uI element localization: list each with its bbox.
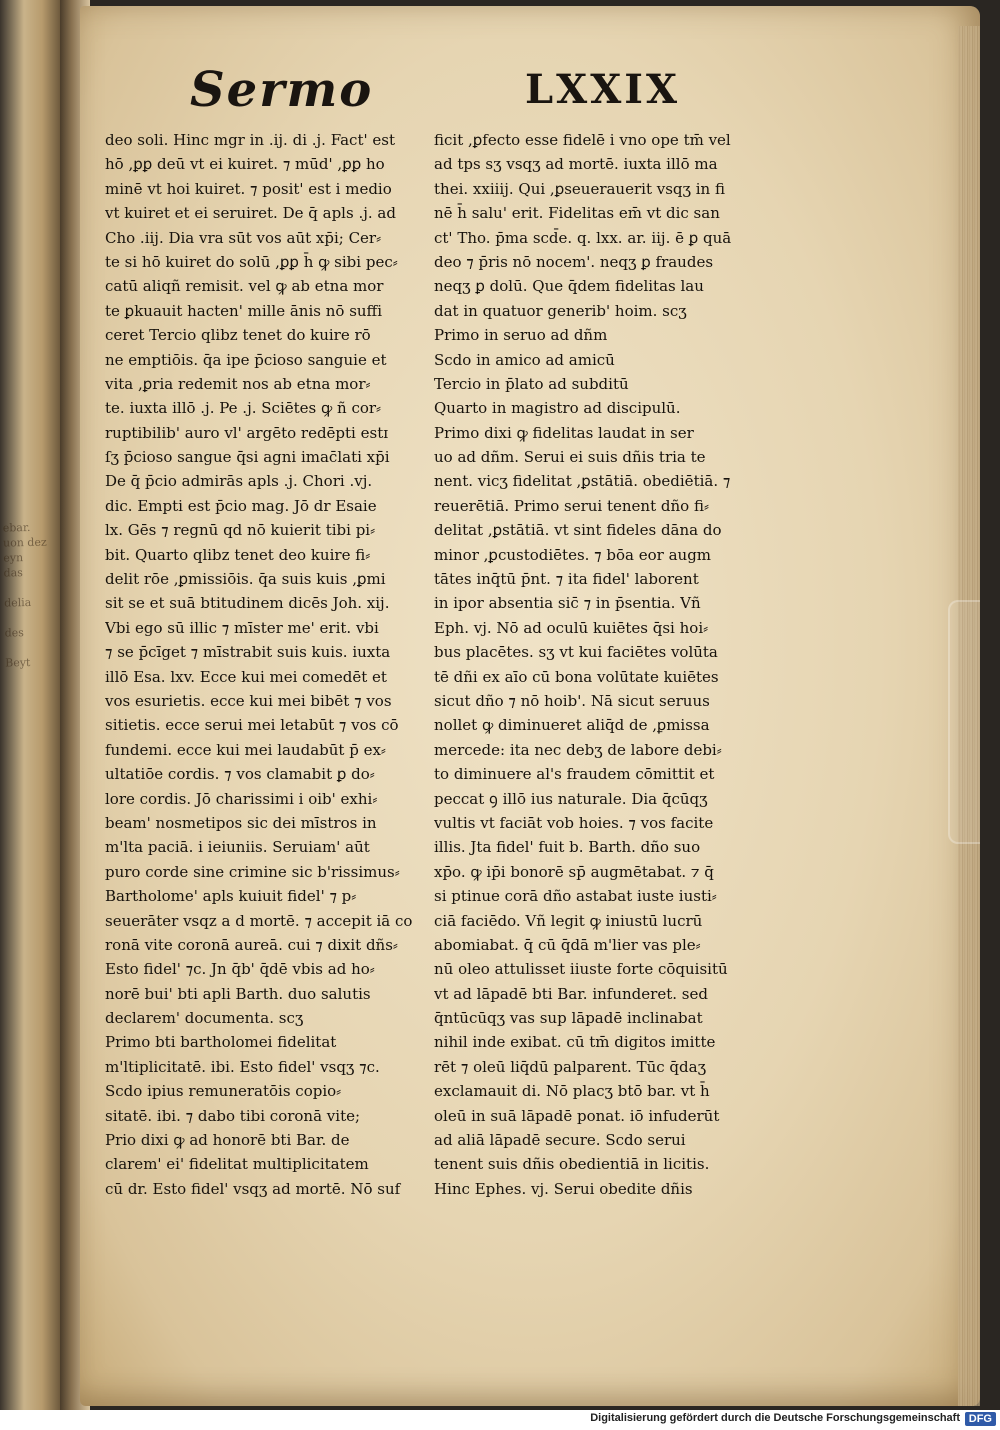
text-line: Quarto in magistro ad discipulū. xyxy=(434,399,681,418)
text-line: ultatiōe cordis. ⁊ vos clamabit ꝑ do⸗ xyxy=(105,765,375,784)
text-line: vita ,ꝑria redemit nos ab etna mor⸗ xyxy=(105,374,371,393)
text-line: thei. xxiiij. Qui ,ꝑseuerauerit vsqʒ in fi xyxy=(434,179,725,198)
text-line: nū oleo attulisset iiuste forte cōquisitū xyxy=(434,960,728,979)
text-line: si ptinue corā dño astabat iuste iusti⸗ xyxy=(434,887,717,906)
text-line: Hinc Ephes. vj. Serui obedite dñis xyxy=(434,1179,693,1198)
page-clip xyxy=(948,600,980,844)
text-line: te. iuxta illō .j. Pe .j. Sciētes ꝙ ñ cor⸗ xyxy=(105,399,382,418)
text-line: ad tps sʒ vsqʒ ad mortē. iuxta illō ma xyxy=(434,155,718,174)
text-line: te ꝑkuauit hacten' mille ānis nō suffi xyxy=(105,301,383,320)
text-line: Tercio in p̄lato ad subditū xyxy=(434,374,629,393)
text-line: dat in quatuor generib' hoim. scʒ xyxy=(434,301,687,320)
text-line: nihil inde exibat. cū tm̄ digitos imitte xyxy=(434,1033,716,1052)
text-line: ct' Tho. p̄ma scd̄e. q. lxx. ar. iij. ē ꝑ quā xyxy=(434,228,732,247)
text-line: tē dñi ex aīo cū bona volūtate kuiētes xyxy=(434,667,719,686)
text-line: puro corde sine crimine sic b'rissimus⸗ xyxy=(105,862,400,881)
text-line: Scdo in amico ad amicū xyxy=(434,350,615,369)
text-line: abomiabat. q̄ cū q̄dā m'lier vas ple⸗ xyxy=(434,935,701,954)
text-line: uo ad dñm. Serui ei suis dñis tria te xyxy=(434,448,706,467)
text-line: De q̄ p̄cio admirās apls .j. Chori .vj. xyxy=(105,472,373,491)
text-line: seuerāter vsqz a d mortē. ⁊ accepit iā co xyxy=(105,911,413,930)
text-line: vt kuiret et ei seruiret. De q̄ apls .j. ad xyxy=(105,204,396,223)
text-line: sit se et suā btitudinem dicēs Joh. xij. xyxy=(105,594,390,613)
funding-credit: Digitalisierung gefördert durch die Deutsche Forschungsgemeinschaft xyxy=(590,1412,960,1424)
text-line: norē bui' bti apli Barth. duo salutis xyxy=(105,984,371,1003)
text-line: Scdo ipius remuneratōis copio⸗ xyxy=(105,1082,342,1101)
text-line: beam' nosmetipos sic dei mīstros in xyxy=(105,813,377,832)
previous-page-edge xyxy=(0,0,60,1410)
text-line: lx. Gēs ⁊ regnū qd nō kuierit tibi pi⸗ xyxy=(105,521,376,540)
page-header xyxy=(190,62,680,132)
text-line: sitietis. ecce serui mei letabūt ⁊ vos cō xyxy=(105,716,399,735)
text-column-right xyxy=(434,128,764,1201)
text-line: vos esurietis. ecce kui mei bibēt ⁊ vos xyxy=(105,691,392,710)
text-line: ⁊ se p̄cīget ⁊ mīstrabit suis kuis. iuxta xyxy=(105,643,391,662)
text-line: ronā vite coronā aureā. cui ⁊ dixit dñs⸗ xyxy=(105,935,398,954)
text-line: ruptibilib' auro vl' argēto redēpti estɪ xyxy=(105,423,389,442)
text-line: mercede: ita nec debʒ de labore debi⸗ xyxy=(434,740,722,759)
text-line: m'ltiplicitatē. ibi. Esto fidel' vsqʒ ⁊c. xyxy=(105,1057,380,1076)
text-line: minor ,ꝑcustodiētes. ⁊ bōa eor augm xyxy=(434,545,712,564)
text-line: lore cordis. Jō charissimi i oib' exhi⸗ xyxy=(105,789,378,808)
text-line: deo ⁊ p̄ris nō nocem'. neqʒ ꝑ fraudes xyxy=(434,252,714,271)
text-line: Esto fidel' ⁊c. Jn q̄b' q̄dē vbis ad ho⸗ xyxy=(105,960,375,979)
text-line: ne emptiōis. q̄a ipe p̄cioso sanguie et xyxy=(105,350,387,369)
text-line: to diminuere al's fraudem cōmittit et xyxy=(434,765,715,784)
text-line: illis. Jta fidel' fuit b. Barth. dño suo xyxy=(434,838,701,857)
text-line: clarem' ei' fidelitat multiplicitatem xyxy=(105,1155,369,1174)
text-line: Prio dixi ꝙ ad honorē bti Bar. de xyxy=(105,1131,350,1150)
text-line: neqʒ ꝑ dolū. Que q̄dem fidelitas lau xyxy=(434,277,704,296)
text-line: illō Esa. lxv. Ecce kui mei comedēt et xyxy=(105,667,387,686)
running-title: Sermo xyxy=(190,62,374,118)
text-line: catū aliqñ remisit. vel ꝙ ab etna mor xyxy=(105,277,384,296)
text-line: delit rōe ,ꝑmissiōis. q̄a suis kuis ,ꝑmi xyxy=(105,570,386,589)
folio-number: LXXIX xyxy=(525,66,680,113)
text-line: declarem' documenta. scʒ xyxy=(105,1009,304,1028)
text-line: q̄ntūcūqʒ vas sup lāpadē inclinabat xyxy=(434,1009,703,1028)
text-line: Primo in seruo ad dñm xyxy=(434,326,608,345)
text-line: ciā faciēdo. Vñ legit ꝙ iniustū lucrū xyxy=(434,911,703,930)
text-line: ſʒ p̄cioso sangue q̄si agni imac̄lati xp̄i xyxy=(105,448,390,467)
text-line: hō ,ꝑꝑ deū vt ei kuiret. ⁊ mūd' ,ꝑꝑ ho xyxy=(105,155,385,174)
text-line: ad aliā lāpadē secure. Scdo serui xyxy=(434,1131,686,1150)
text-line: fundemi. ecce kui mei laudabūt p̄ ex⸗ xyxy=(105,740,386,759)
text-line: Vbi ego sū illic ⁊ mīster me' erit. vbi xyxy=(105,618,379,637)
text-line: Cho .iij. Dia vra sūt vos aūt xp̄i; Cer⸗ xyxy=(105,228,382,247)
text-line: tenent suis dñis obedientiā in licitis. xyxy=(434,1155,710,1174)
text-line: bit. Quarto qlibz tenet deo kuire fi⸗ xyxy=(105,545,371,564)
text-line: bus placētes. sʒ vt kui faciētes volūta xyxy=(434,643,718,662)
text-line: minē vt hoi kuiret. ⁊ posit' est i medio xyxy=(105,179,392,198)
text-line: nent. vicʒ fidelitat ,ꝑstātiā. obediētiā. ⁊ xyxy=(434,472,731,491)
text-line: vultis vt faciāt vob hoies. ⁊ vos facite xyxy=(434,813,714,832)
text-line: in ipor absentia sic̄ ⁊ in p̄sentia. Vñ xyxy=(434,594,701,613)
text-line: peccat ꝯ illō ius naturale. Dia q̄cūqʒ xyxy=(434,789,708,808)
text-line: nollet ꝙ diminueret aliq̄d de ,ꝑmissa xyxy=(434,716,710,735)
text-line: xp̄o. ꝙ ip̄i bonorē sp̄ augmētabat. ⁊ q̄ xyxy=(434,862,714,881)
text-line: vt ad lāpadē bti Bar. infunderet. sed xyxy=(434,984,708,1003)
previous-page-margin-text: ebar. uon dez eyn das delia des Beyt xyxy=(2,520,47,670)
text-column-left xyxy=(105,128,430,1201)
text-line: delitat ,ꝑstātiā. vt sint fideles dāna do xyxy=(434,521,722,540)
text-line: Primo dixi ꝙ fidelitas laudat in ser xyxy=(434,423,694,442)
text-line: oleū in suā lāpadē ponat. iō infuderūt xyxy=(434,1106,720,1125)
text-line: sitatē. ibi. ⁊ dabo tibi coronā vite; xyxy=(105,1106,361,1125)
text-line: Primo bti bartholomei fidelitat xyxy=(105,1033,337,1052)
dfg-logo: DFG xyxy=(965,1412,996,1426)
text-line: Bartholome' apls kuiuit fidel' ⁊ p⸗ xyxy=(105,887,357,906)
text-line: deo soli. Hinc mgr in .ij. di .j. Fact' est xyxy=(105,131,395,149)
text-line: sicut dño ⁊ nō hoib'. Nā sicut seruus xyxy=(434,691,710,710)
text-line: ceret Tercio qlibz tenet do kuire rō xyxy=(105,326,371,345)
text-line: cū dr. Esto fidel' vsqʒ ad mortē. Nō suf xyxy=(105,1179,401,1198)
text-line: te si hō kuiret do solū ,ꝑꝑ h̄ ꝙ sibi pec⸗ xyxy=(105,252,398,271)
text-line: rēt ⁊ oleū liq̄dū palparent. Tūc q̄daʒ xyxy=(434,1057,707,1076)
footer-bar xyxy=(0,1410,1000,1430)
text-line: Eph. vj. Nō ad oculū kuiētes q̄si hoi⸗ xyxy=(434,618,709,637)
text-line: ficit ,ꝑfecto esse fidelē i vno ope tm̄ vel xyxy=(434,131,731,149)
text-line: tātes inq̄tū p̄nt. ⁊ ita fidel' laborent xyxy=(434,570,699,589)
text-line: exclamauit di. Nō placʒ btō bar. vt h̄ xyxy=(434,1082,710,1101)
text-line: m'lta paciā. i ieiuniis. Seruiam' aūt xyxy=(105,838,370,857)
text-line: reuerētiā. Primo serui tenent dño fi⸗ xyxy=(434,496,709,515)
text-line: nē h̄ salu' erit. Fidelitas em̄ vt dic san xyxy=(434,204,720,223)
text-line: dic. Empti est p̄cio mag. Jō dr Esaie xyxy=(105,496,377,515)
